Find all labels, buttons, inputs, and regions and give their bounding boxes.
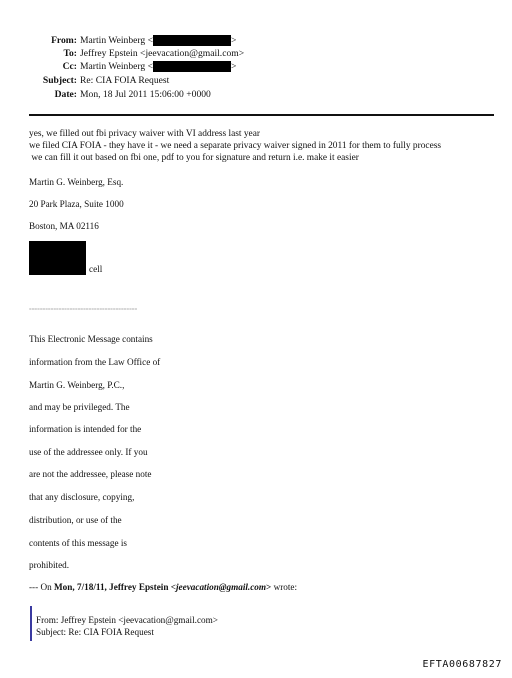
disclaimer-line: distribution, or use of the	[29, 515, 122, 525]
date-label: Date:	[54, 89, 77, 100]
from-label: From:	[51, 35, 77, 46]
disclaimer-line: that any disclosure, copying,	[29, 492, 135, 502]
disclaimer-line: are not the addressee, please note	[29, 469, 152, 479]
to-row	[0, 47, 512, 60]
subject-value: Re: CIA FOIA Request	[80, 75, 170, 86]
document-id: EFTA00687827	[422, 659, 502, 670]
disclaimer-line: prohibited.	[29, 560, 70, 570]
signature-address-1: 20 Park Plaza, Suite 1000	[29, 199, 124, 209]
quote-intro	[29, 582, 297, 592]
quote-intro-email[interactable]: jeevacation@gmail.com	[175, 582, 267, 592]
subject-row	[0, 74, 512, 87]
body-line-2: we filed CIA FOIA - they have it - we need a separate privacy waiver signed in 2011 for them to fully process	[29, 141, 442, 151]
quote-intro-suffix: wrote:	[271, 582, 298, 592]
date-row	[0, 88, 512, 101]
quote-intro-close: >	[266, 582, 272, 592]
to-value: Jeffrey Epstein <jeevacation@gmail.com>	[80, 48, 245, 59]
header-divider	[29, 114, 494, 116]
quote-bar	[30, 606, 32, 641]
quote-intro-open: <	[168, 582, 176, 592]
disclaimer-line: information is intended for the	[29, 424, 142, 434]
disclaimer-line: This Electronic Message contains	[29, 334, 153, 344]
signature-name: Martin G. Weinberg, Esq.	[29, 177, 124, 187]
to-label: To:	[63, 48, 77, 59]
separator-line: ========================================	[29, 308, 138, 313]
body-line-3: we can fill it out based on fbi one, pdf to you for signature and return i.e. make it easier	[29, 153, 359, 163]
cc-label: Cc:	[62, 61, 77, 72]
body-line-1: yes, we filled out fbi privacy waiver with VI address last year	[29, 129, 261, 139]
disclaimer-line: and may be privileged. The	[29, 402, 130, 412]
disclaimer-line: information from the Law Office of	[29, 357, 161, 367]
quoted-subject: Subject: Re: CIA FOIA Request	[36, 627, 154, 637]
cell-label: cell	[89, 264, 103, 274]
cc-value: Martin Weinberg <	[80, 61, 154, 72]
redaction-block	[29, 241, 86, 275]
disclaimer-line: Martin G. Weinberg, P.C.,	[29, 380, 125, 390]
cc-close: >	[231, 61, 237, 72]
quote-intro-prefix: --- On	[29, 582, 55, 592]
quote-intro-date: Mon, 7/18/11, Jeffrey Epstein	[54, 582, 169, 592]
from-row	[0, 34, 512, 47]
disclaimer-line: use of the addressee only. If you	[29, 447, 148, 457]
redaction-block	[153, 61, 231, 72]
disclaimer-line: contents of this message is	[29, 538, 127, 548]
redaction-block	[153, 35, 231, 46]
from-close: >	[231, 35, 237, 46]
date-value: Mon, 18 Jul 2011 15:06:00 +0000	[80, 89, 211, 100]
cc-row	[0, 60, 512, 73]
from-value: Martin Weinberg <	[80, 35, 154, 46]
quoted-from: From: Jeffrey Epstein <jeevacation@gmail.com>	[36, 615, 218, 625]
signature-address-2: Boston, MA 02116	[29, 221, 99, 231]
subject-label: Subject:	[42, 75, 77, 86]
